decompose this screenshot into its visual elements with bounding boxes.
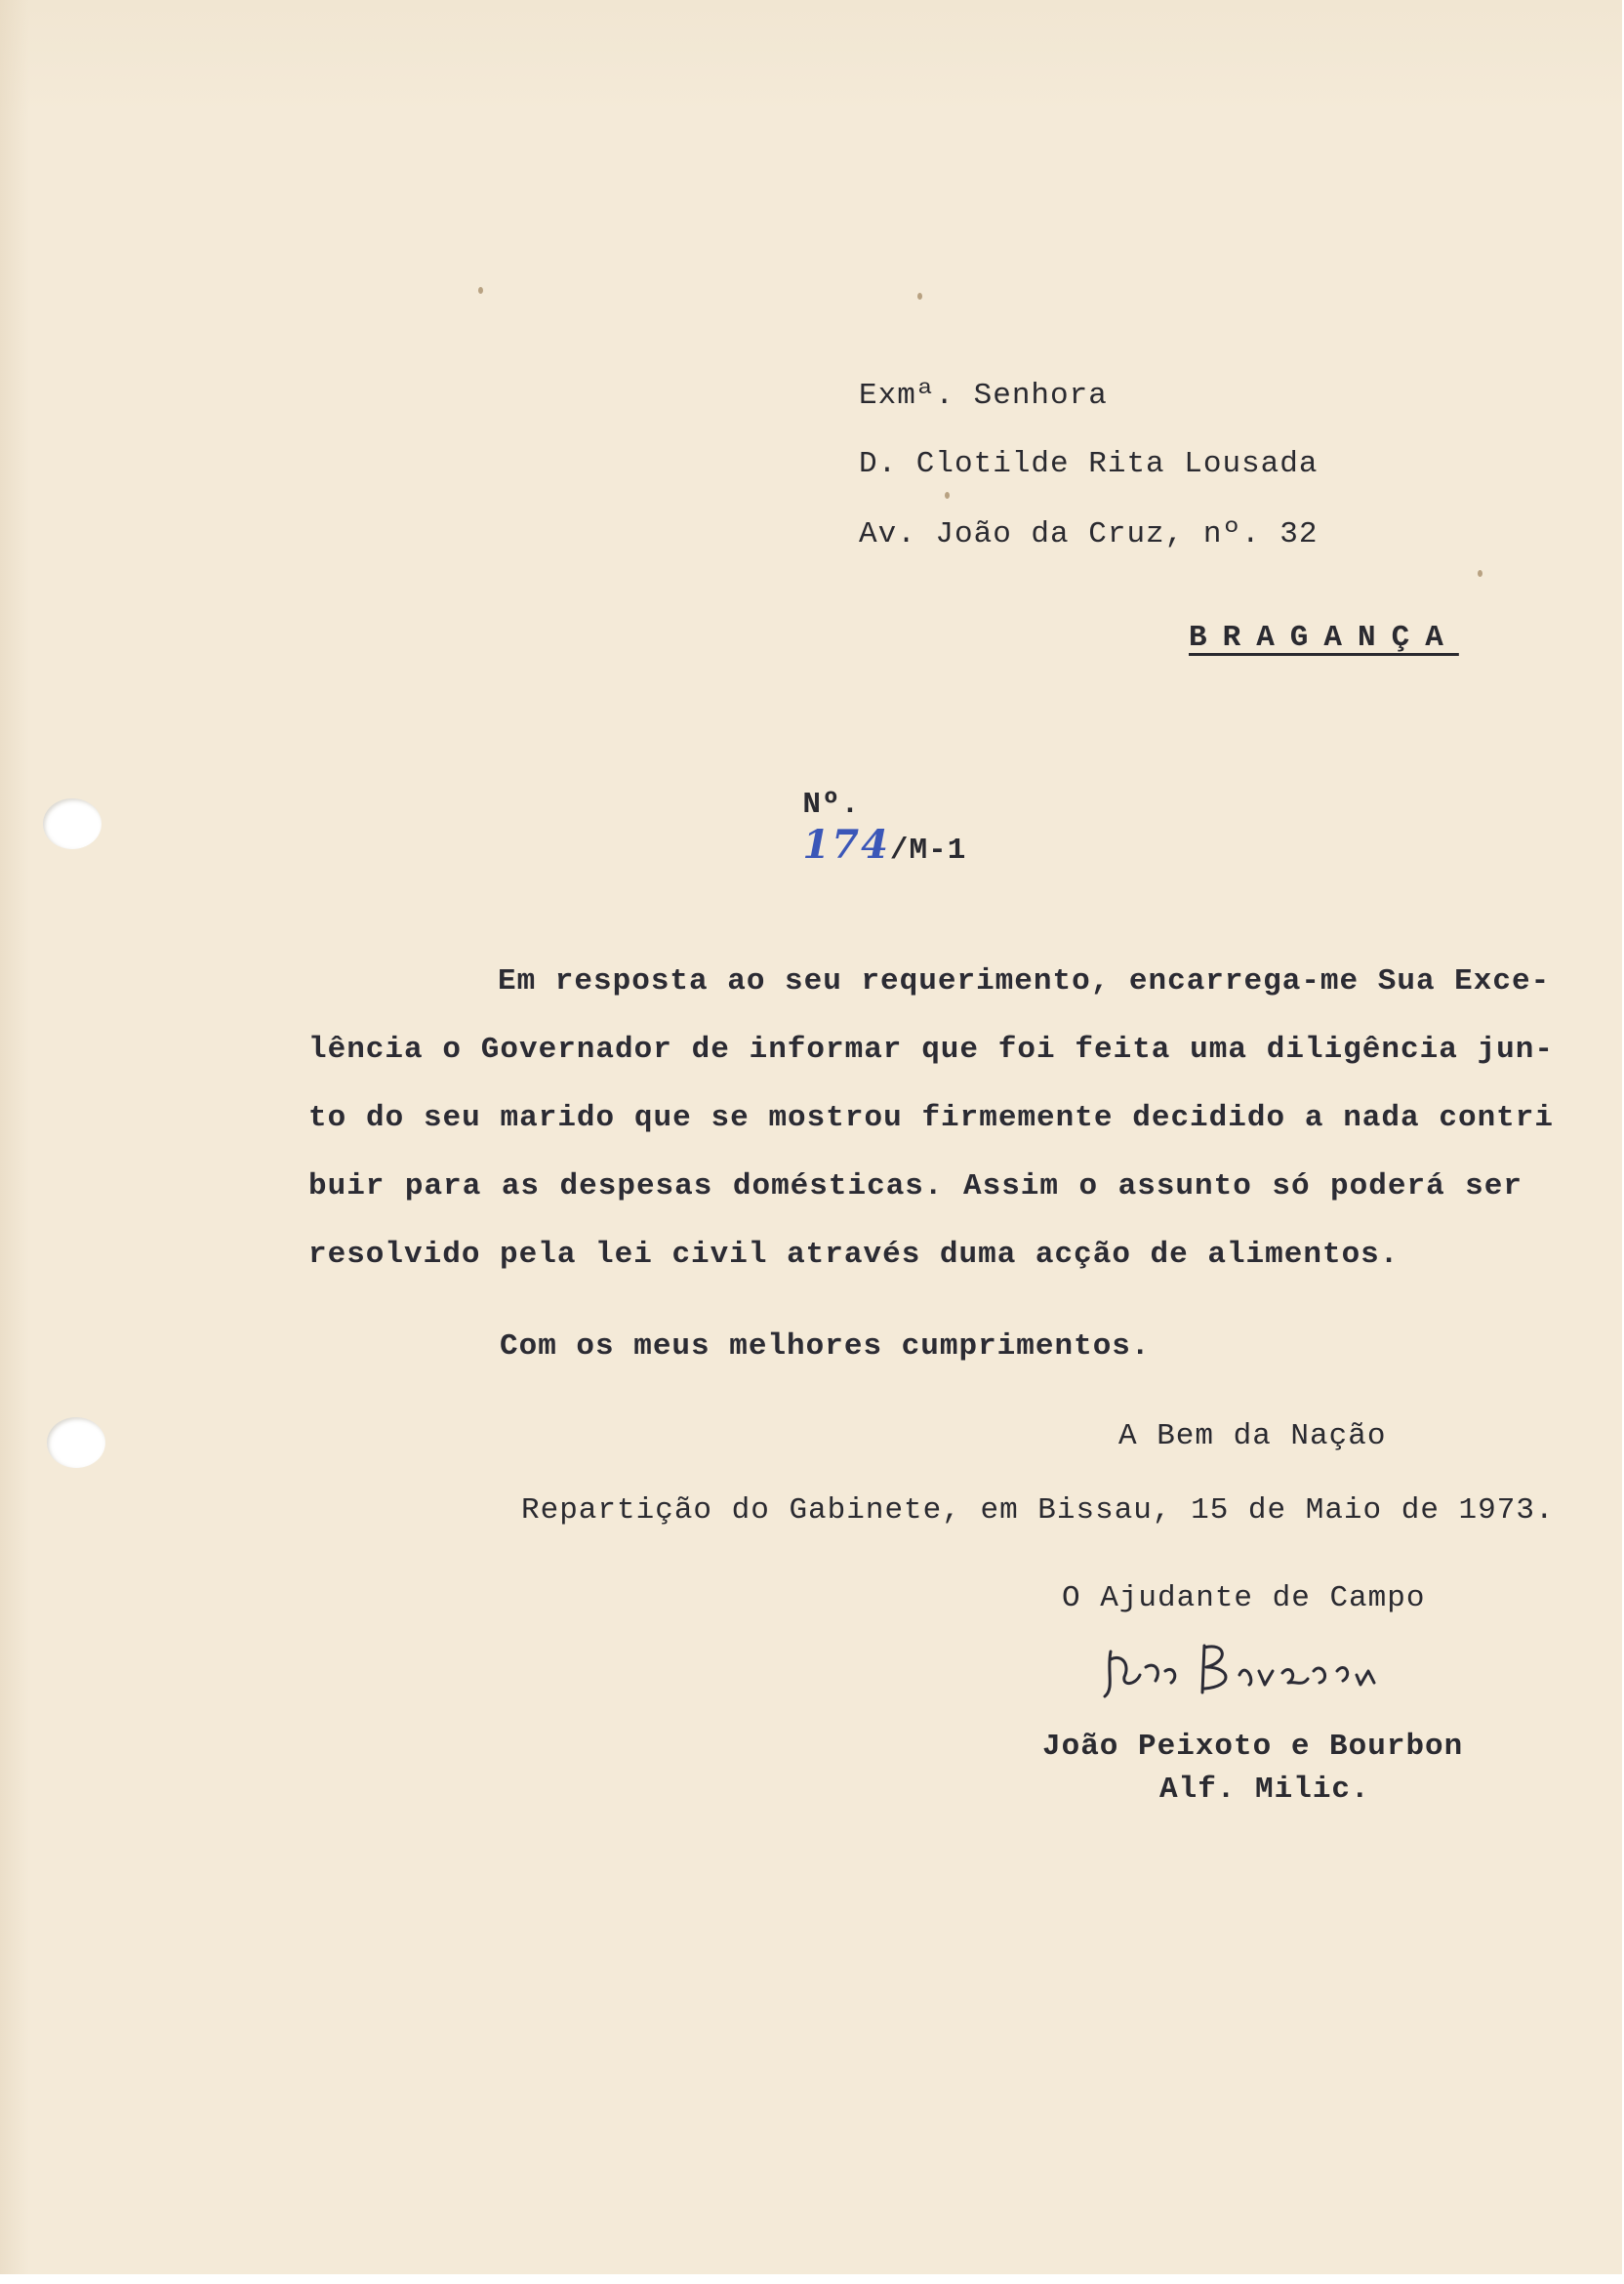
punch-hole-top xyxy=(43,798,102,849)
place-date: Repartição do Gabinete, em Bissau, 15 de Maio de 1973. xyxy=(521,1493,1555,1528)
signatory-name: João Peixoto e Bourbon xyxy=(1042,1730,1464,1764)
body-line: buir para as despesas domésticas. Assim o assunto só poderá ser xyxy=(308,1169,1522,1203)
motto: A Bem da Nação xyxy=(1118,1419,1387,1453)
reference-number xyxy=(726,754,966,902)
body-line: lência o Governador de informar que foi feita uma diligência jun- xyxy=(308,1033,1554,1067)
paper-speck xyxy=(1478,570,1482,577)
signatory-role: O Ajudante de Campo xyxy=(1062,1581,1426,1615)
recipient-name: D. Clotilde Rita Lousada xyxy=(859,447,1319,481)
punch-hole-bottom xyxy=(47,1417,105,1468)
closing-line: Com os meus melhores cumprimentos. xyxy=(500,1329,1151,1364)
body-line: resolvido pela lei civil através duma acção de alimentos. xyxy=(308,1238,1400,1272)
handwritten-signature xyxy=(1097,1632,1390,1710)
recipient-city: BRAGANÇA xyxy=(1189,621,1459,655)
paper-speck xyxy=(917,293,922,300)
paper-speck xyxy=(945,492,950,499)
recipient-salutation: Exmª. Senhora xyxy=(859,379,1108,413)
recipient-address: Av. João da Cruz, nº. 32 xyxy=(859,517,1319,551)
body-line: Em resposta ao seu requerimento, encarrega-me Sua Exce- xyxy=(498,964,1551,999)
reference-prefix: Nº. xyxy=(802,788,861,822)
body-line: to do seu marido que se mostrou firmemente decidido a nada contri xyxy=(308,1101,1554,1135)
signatory-rank: Alf. Milic. xyxy=(1159,1773,1370,1807)
reference-handwritten-number: 174 xyxy=(802,822,890,868)
reference-suffix: /M-1 xyxy=(889,834,967,868)
paper-speck xyxy=(478,287,483,294)
